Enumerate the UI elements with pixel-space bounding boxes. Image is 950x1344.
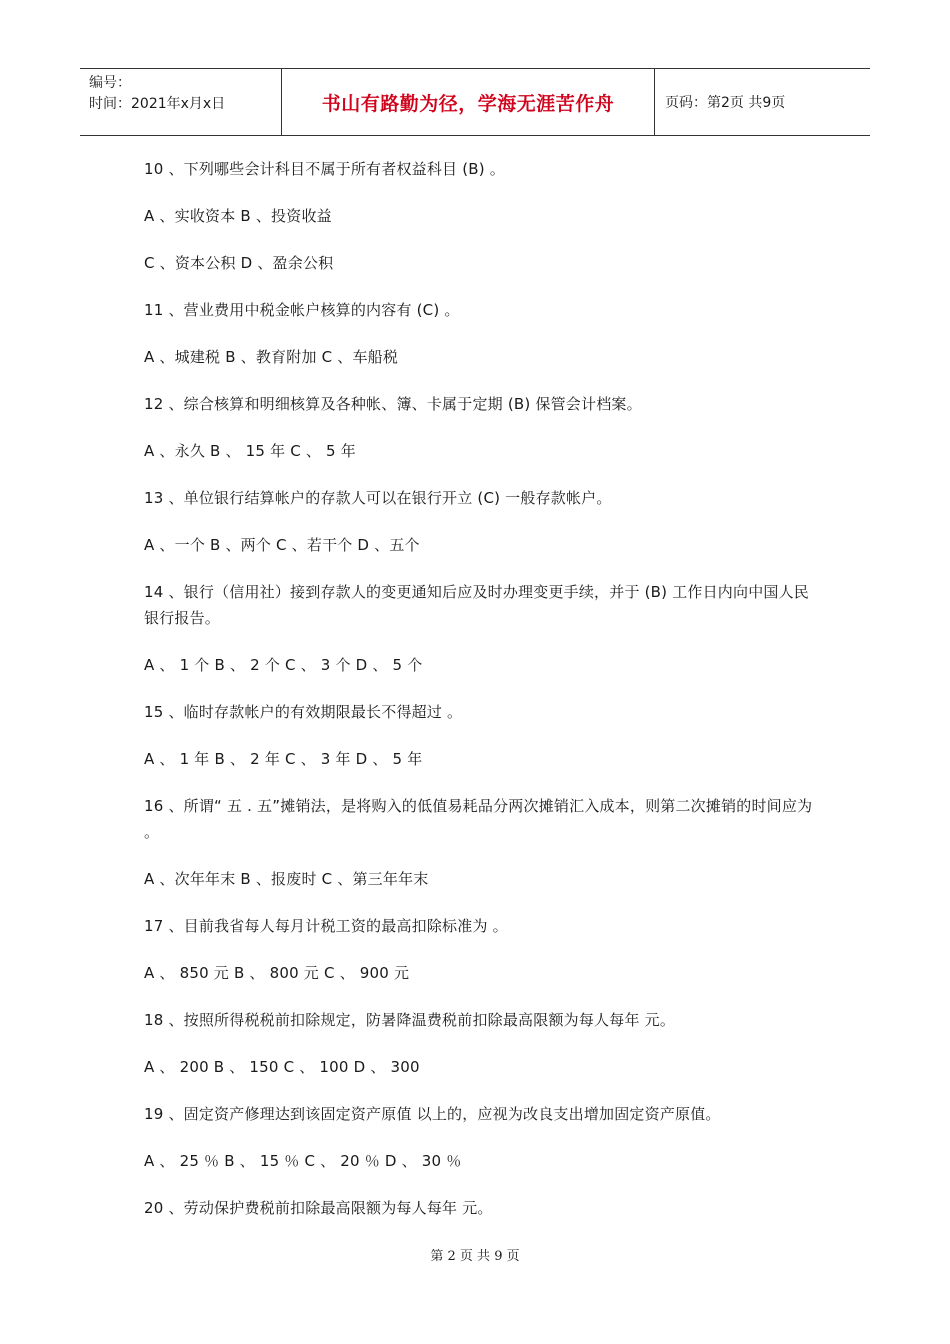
options-text: A 、实收资本 B 、投资收益 bbox=[144, 207, 332, 225]
question-text: 20 、劳动保护费税前扣除最高限额为每人每年 元。 bbox=[144, 1199, 493, 1217]
options-text: A 、永久 B 、 15 年 C 、 5 年 bbox=[144, 442, 356, 460]
options-text: A 、一个 B 、两个 C 、若干个 D 、五个 bbox=[144, 536, 420, 554]
document-body bbox=[144, 156, 814, 1221]
options-text: A 、次年年末 B 、报废时 C 、第三年年末 bbox=[144, 870, 429, 888]
question-text: 17 、目前我省每人每月计税工资的最高扣除标准为 。 bbox=[144, 917, 508, 935]
header-page-cell bbox=[655, 69, 870, 135]
question-text: 12 、综合核算和明细核算及各种帐、簿、卡属于定期 (B) 保管会计档案。 bbox=[144, 395, 642, 413]
document-time-label: 时间：2021年x月x日 bbox=[89, 96, 226, 112]
question-text: 15 、临时存款帐户的有效期限最长不得超过 。 bbox=[144, 703, 463, 721]
question-text: 18 、按照所得税税前扣除规定，防暑降温费税前扣除最高限额为每人每年 元。 bbox=[144, 1011, 676, 1029]
document-number-label: 编号： bbox=[89, 75, 131, 91]
header-page-label: 页码：第2页 共9页 bbox=[665, 95, 786, 111]
question-text: 10 、下列哪些会计科目不属于所有者权益科目 (B) 。 bbox=[144, 160, 505, 178]
question-text: 19 、固定资产修理达到该固定资产原值 以上的，应视为改良支出增加固定资产原值。 bbox=[144, 1105, 721, 1123]
header-info bbox=[80, 69, 282, 135]
options-text: A 、 850 元 B 、 800 元 C 、 900 元 bbox=[144, 964, 410, 982]
question-text: 14 、银行（信用社）接到存款人的变更通知后应及时办理变更手续，并于 (B) 工作日内向中国人民银行报告。 bbox=[144, 583, 809, 627]
header-motto-cell bbox=[282, 69, 655, 135]
page-header bbox=[80, 68, 870, 136]
question-text: 13 、单位银行结算帐户的存款人可以在银行开立 (C) 一般存款帐户。 bbox=[144, 489, 612, 507]
options-text: A 、 200 B 、 150 C 、 100 D 、 300 bbox=[144, 1058, 420, 1076]
footer-page-number: 第 2 页 共 9 页 bbox=[430, 1249, 520, 1264]
question-text: 11 、营业费用中税金帐户核算的内容有 (C) 。 bbox=[144, 301, 460, 319]
options-text: A 、 1 个 B 、 2 个 C 、 3 个 D 、 5 个 bbox=[144, 656, 423, 674]
header-motto: 书山有路勤为径，学海无涯苦作舟 bbox=[321, 92, 615, 115]
options-text: A 、城建税 B 、教育附加 C 、车船税 bbox=[144, 348, 399, 366]
options-text: A 、 1 年 B 、 2 年 C 、 3 年 D 、 5 年 bbox=[144, 750, 423, 768]
question-text: 16 、所谓“ 五 . 五”摊销法，是将购入的低值易耗品分两次摊销汇入成本，则第二次摊销的时间应为 。 bbox=[144, 797, 813, 841]
options-text: C 、资本公积 D 、盈余公积 bbox=[144, 254, 334, 272]
options-text: A 、 25 ％ B 、 15 ％ C 、 20 ％ D 、 30 ％ bbox=[144, 1152, 462, 1170]
page-footer bbox=[0, 1245, 950, 1264]
